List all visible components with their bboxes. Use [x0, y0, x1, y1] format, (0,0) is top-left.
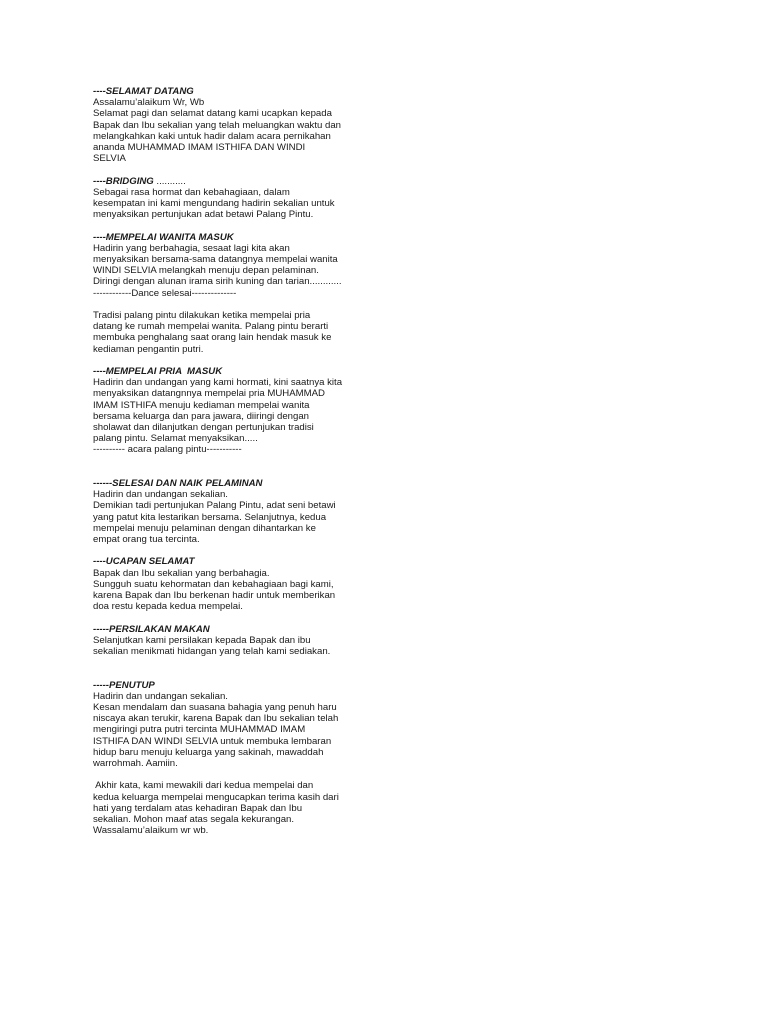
text-line: ------------Dance selesai-------------- [93, 287, 237, 299]
section-heading: ----BRIDGING ........... [93, 175, 186, 187]
text-line: Wassalamu’alaikum wr wb. [93, 825, 209, 837]
text-line: kedua keluarga mempelai mengucapkan terima kasih dari [93, 791, 339, 803]
section-selamat-datang [93, 86, 383, 164]
text-line: sekalian. Mohon maaf atas segala kekurangan. [93, 814, 295, 826]
text-line: ISTHIFA DAN WINDI SELVIA untuk membuka lembaran [93, 735, 332, 747]
text-line: yang patut kita lestarikan bersama. Selanjutnya, kedua [93, 511, 327, 523]
spacer [93, 164, 383, 175]
heading-suffix: ........... [153, 175, 186, 187]
section-heading: -----PERSILAKAN MAKAN [93, 623, 210, 635]
text-line: WINDI SELVIA melangkah menuju depan pelaminan. [93, 265, 319, 277]
text-line: Hadirin dan undangan yang kami hormati, kini saatnya kita [93, 377, 343, 389]
text-line: Bapak dan Ibu sekalian yang telah meluangkan waktu dan [93, 119, 342, 131]
section-ucapan-selamat [93, 556, 383, 612]
text-line: Selanjutkan kami persilakan kepada Bapak dan ibu [93, 634, 311, 646]
spacer [93, 355, 383, 366]
text-line: Sungguh suatu kehormatan dan kebahagiaan bagi kami, [93, 578, 334, 590]
text-line: ananda MUHAMMAD IMAM ISTHIFA DAN WINDI [93, 142, 306, 154]
text-line: bersama keluarga dan para jawara, diiringi dengan [93, 410, 309, 422]
text-line: ---------- acara palang pintu----------- [93, 444, 242, 456]
text-line: mempelai menuju pelaminan dengan dihantarkan ke [93, 522, 316, 534]
section-bridging [93, 176, 383, 221]
text-line: karena Bapak dan Ibu berkenan hadir untuk memberikan [93, 590, 336, 602]
section-heading: ------SELESAI DAN NAIK PELAMINAN [93, 478, 263, 490]
section-heading: -----PENUTUP [93, 679, 155, 691]
text-line [93, 299, 383, 310]
text-line: Hadirin dan undangan sekalian. [93, 489, 228, 501]
section-mempelai-pria-masuk [93, 366, 383, 467]
text-line: kediaman pengantin putri. [93, 343, 204, 355]
text-line: Demikian tadi pertunjukan Palang Pintu, adat seni betawi [93, 500, 336, 512]
section-heading: ----MEMPELAI PRIA MASUK [93, 366, 223, 378]
section-selesai-dan-naik-pelaminan [93, 478, 383, 545]
text-line: Assalamu’alaikum Wr, Wb [93, 97, 205, 109]
spacer [93, 467, 383, 478]
text-line: kesempatan ini kami mengundang hadirin sekalian untuk [93, 198, 335, 210]
text-line [93, 657, 383, 668]
text-line: sekalian menikmati hidangan yang telah kami sediakan. [93, 646, 331, 658]
text-line: Bapak dan Ibu sekalian yang berbahagia. [93, 567, 270, 579]
text-line: doa restu kepada kedua mempelai. [93, 601, 243, 613]
spacer [93, 545, 383, 556]
text-line: menyaksikan datangnnya mempelai pria MUHAMMAD [93, 388, 325, 400]
text-line: SELVIA [93, 153, 126, 165]
text-line: palang pintu. Selamat menyaksikan..... [93, 433, 258, 445]
text-line: Kesan mendalam dan suasana bahagia yang penuh haru [93, 702, 337, 714]
section-mempelai-wanita-masuk [93, 232, 383, 355]
text-line [93, 769, 383, 780]
section-heading: ----UCAPAN SELAMAT [93, 556, 195, 568]
text-line: Akhir kata, kami mewakili dari kedua mempelai dan [93, 780, 314, 792]
text-line: Selamat pagi dan selamat datang kami ucapkan kepada [93, 108, 332, 120]
text-line: melangkahkan kaki untuk hadir dalam acara pernikahan [93, 130, 331, 142]
text-line: warrohmah. Aamiin. [93, 758, 178, 770]
document-page [93, 86, 383, 837]
spacer [93, 612, 383, 623]
section-penutup [93, 680, 383, 837]
text-line: Diringi dengan alunan irama sirih kuning dan tarian............ [93, 276, 342, 288]
section-heading: ----MEMPELAI WANITA MASUK [93, 231, 234, 243]
text-line [93, 456, 383, 467]
text-line: niscaya akan terukir, karena Bapak dan Ibu sekalian telah [93, 713, 339, 725]
text-line: membuka penghalang saat orang lain hendak masuk ke [93, 332, 332, 344]
text-line: sholawat dan dilanjutkan dengan pertunjukan tradisi [93, 422, 314, 434]
text-line: mengiringi putra putri tercinta MUHAMMAD IMAM [93, 724, 306, 736]
text-line: Sebagai rasa hormat dan kebahagiaan, dalam [93, 186, 290, 198]
text-line: datang ke rumah mempelai wanita. Palang pintu berarti [93, 321, 329, 333]
text-line: hidup baru menuju keluarga yang sakinah, mawaddah [93, 746, 324, 758]
text-line: menyaksikan bersama-sama datangnya mempelai wanita [93, 254, 338, 266]
text-line: menyaksikan pertunjukan adat betawi Palang Pintu. [93, 209, 314, 221]
text-line: empat orang tua tercinta. [93, 534, 200, 546]
text-line: Hadirin dan undangan sekalian. [93, 690, 228, 702]
section-heading: ----SELAMAT DATANG [93, 86, 194, 97]
spacer [93, 668, 383, 679]
text-line: IMAM ISTHIFA menuju kediaman mempelai wanita [93, 399, 310, 411]
text-line: Hadirin yang berbahagia, sesaat lagi kita akan [93, 242, 290, 254]
text-line: hati yang terdalam atas kehadiran Bapak dan Ibu [93, 802, 303, 814]
spacer [93, 220, 383, 231]
section-persilakan-makan [93, 624, 383, 669]
text-line: Tradisi palang pintu dilakukan ketika mempelai pria [93, 310, 311, 322]
